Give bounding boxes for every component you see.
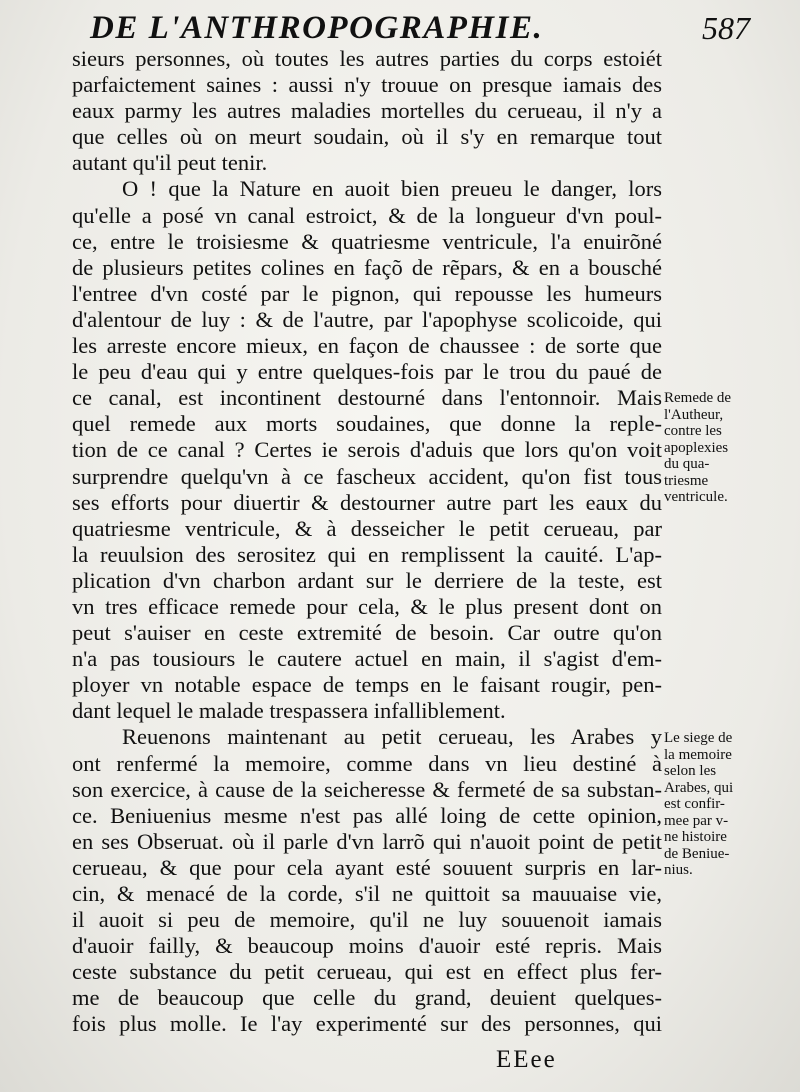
margin-note-line: est confir-	[664, 796, 725, 812]
text-line: peut s'auiser en ceste extremité de besoin. Car outre qu'on	[72, 620, 662, 646]
margin-note-line: Le siege de	[664, 730, 733, 746]
text-line: autant qu'il peut tenir.	[72, 150, 268, 176]
text-line: cin, & menacé de la corde, s'il ne quittoit sa mauuaise vie,	[72, 881, 662, 906]
text-line: son exercice, à cause de la seicheresse & fermeté de sa substan-	[72, 776, 662, 802]
running-title: DE L'ANTHROPOGRAPHIE.	[90, 10, 544, 46]
text-line: qu'elle a posé vn canal estroict, & de la longueur d'vn poul-	[72, 202, 662, 228]
text-line: d'alentour de luy : & de l'autre, par l'apophyse scolicoide, qui	[72, 306, 662, 332]
text-line: dant lequel le malade trespassera infalliblement.	[72, 698, 506, 724]
signature-mark: EEee	[496, 1046, 557, 1073]
page-header	[90, 10, 750, 50]
text-line: quel remede aux morts soudaines, que donne la reple-	[72, 411, 662, 437]
text-line: surprendre quelqu'vn à ce fascheux accident, qu'on fist tous	[72, 463, 662, 489]
text-line: ce, entre le troisiesme & quatriesme ventricule, l'a enuirõné	[72, 228, 662, 254]
margin-note-line: la memoire	[664, 746, 732, 763]
text-line: d'auoir failly, & beaucoup moins d'auoir esté repris. Mais	[72, 933, 662, 959]
margin-note-line: contre les	[664, 423, 722, 439]
text-line: il auoit si peu de memoire, qu'il ne luy souuenoit iamais	[72, 907, 662, 933]
body-text	[72, 46, 662, 1038]
text-line: ployer vn notable espace de temps en le faisant rougir, pen-	[72, 672, 662, 698]
text-line: n'a pas tousiours le cautere actuel en main, il s'agist d'em-	[72, 646, 662, 672]
text-line: vn tres efficace remede pour cela, & le plus present dont on	[72, 593, 662, 619]
margin-note-line: apoplexies	[664, 439, 729, 456]
text-line: me de beaucoup que celle du grand, deuient quelques-	[72, 985, 662, 1011]
margin-note-remede	[664, 390, 794, 506]
text-line: tion de ce canal ? Certes ie serois d'aduis que lors qu'on voit	[72, 437, 662, 463]
text-line: eaux parmy les autres maladies mortelles du cerueau, il n'y a	[72, 98, 662, 124]
text-line: en ses Obseruat. où il parle d'vn larrõ qui n'auoit point de petit	[72, 828, 662, 854]
text-line: ce. Beniuenius mesme n'est pas allé loing de cette opinion,	[72, 802, 662, 828]
text-line: quatriesme ventricule, & à desseicher le petit cerueau, par	[72, 515, 662, 541]
margin-note-line: ventricule.	[664, 489, 728, 505]
margin-note-line: nius.	[664, 862, 693, 878]
text-line: de plusieurs petites colines en façõ de rẽpars, & en a bousché	[72, 254, 662, 280]
text-line: l'entree d'vn costé par le pignon, qui repousse les humeurs	[72, 280, 662, 306]
text-line: la reuulsion des serositez qui en remplissent la cauité. L'ap-	[72, 541, 662, 567]
margin-note-line: ne histoire	[664, 829, 727, 845]
text-line: Reuenons maintenant au petit cerueau, les Arabes y	[122, 724, 662, 750]
margin-note-line: de Beniue-	[664, 845, 730, 862]
text-line: fois plus molle. Ie l'ay experimenté sur des personnes, qui	[72, 1011, 662, 1037]
text-line: O ! que la Nature en auoit bien preueu le danger, lors	[122, 176, 662, 202]
margin-note-line: Remede de	[664, 390, 732, 406]
text-line: les arreste encore mieux, en façon de chaussee : de sorte que	[72, 333, 662, 359]
text-line: le peu d'eau qui y entre quelques-fois par le trou du paué de	[72, 359, 662, 385]
text-line: parfaictement saines : aussi n'y trouue on presque iamais des	[72, 72, 662, 98]
text-line: ses efforts pour diuertir & destourner autre part les eaux du	[72, 489, 662, 515]
text-line: ce canal, est incontinent destourné dans l'entonnoir. Mais	[72, 385, 662, 411]
margin-note-line: Arabes, qui	[664, 779, 734, 796]
margin-note-line: mee par v-	[664, 812, 729, 829]
text-line: ont renfermé la memoire, comme dans vn lieu destiné à	[72, 750, 662, 776]
page-number: 587	[702, 10, 750, 46]
text-line: cerueau, & que pour cela ayant esté souuent surpris en lar-	[72, 854, 662, 880]
margin-note-line: selon les	[664, 763, 717, 779]
margin-note-line: du qua-	[664, 456, 710, 472]
margin-note-line: l'Autheur,	[664, 406, 724, 423]
margin-note-siege-memoire	[664, 730, 794, 879]
text-line: ceste substance du petit cerueau, qui est en effect plus fer-	[72, 959, 662, 985]
text-line: sieurs personnes, où toutes les autres parties du corps estoiét	[72, 46, 662, 71]
text-line: que celles où on meurt soudain, où il s'y en remarque tout	[72, 124, 662, 150]
text-line: plication d'vn charbon ardant sur le derriere de la teste, est	[72, 567, 662, 593]
margin-note-line: triesme	[664, 472, 709, 489]
